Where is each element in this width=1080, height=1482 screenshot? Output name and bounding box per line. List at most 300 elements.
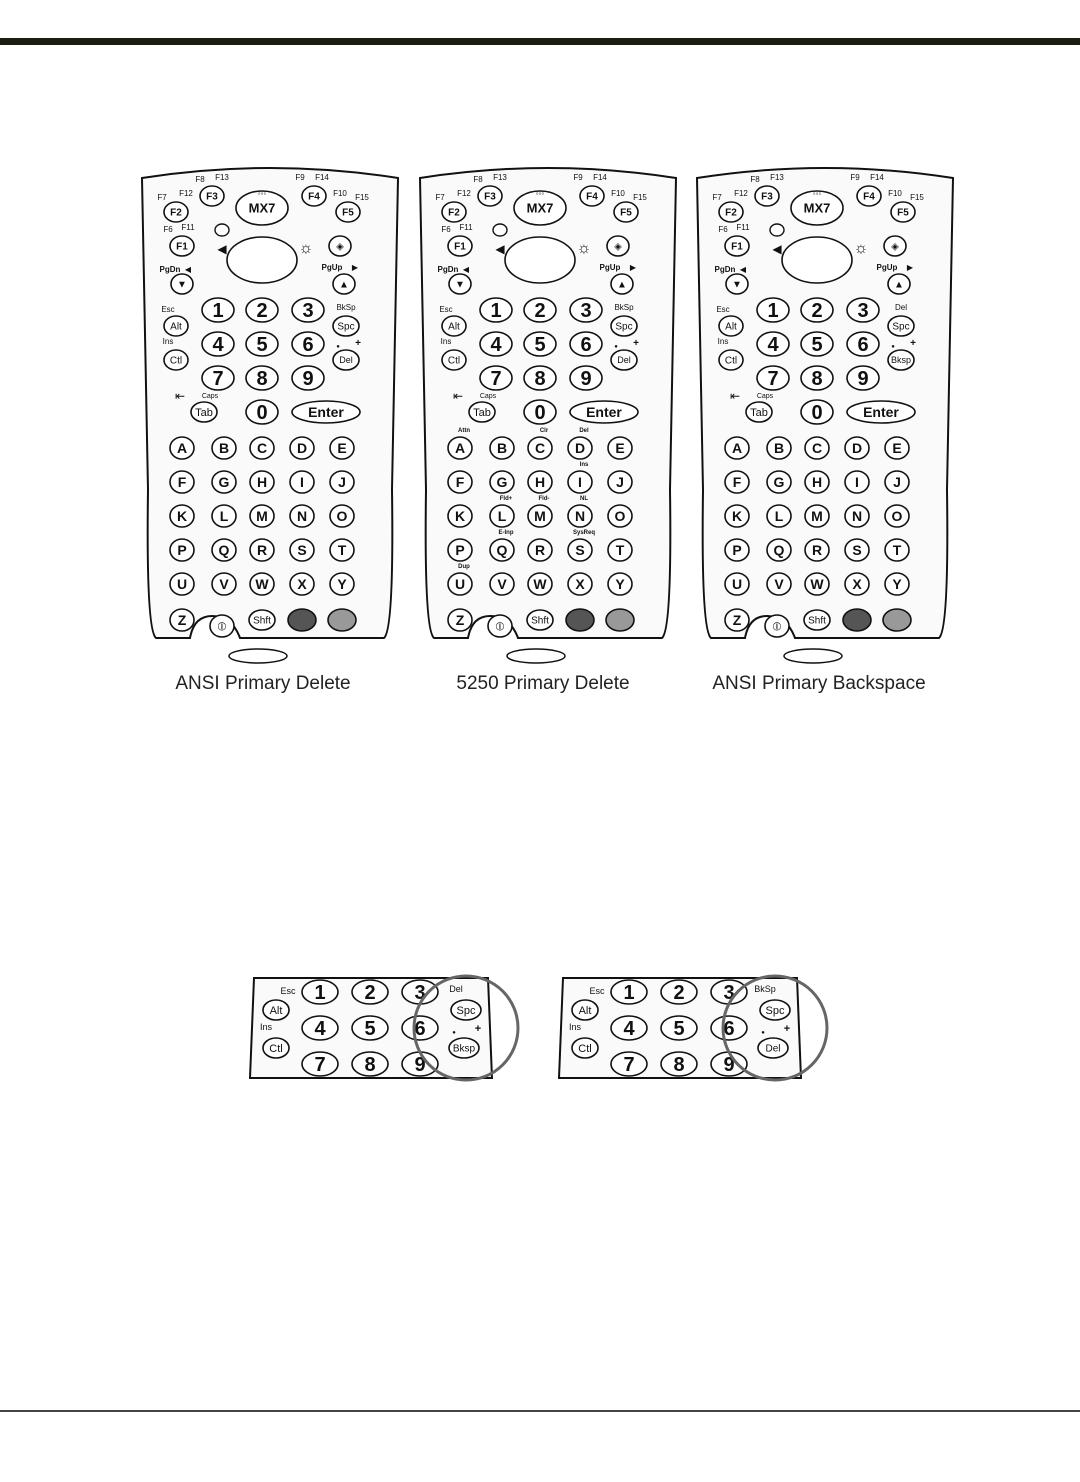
scan-window — [227, 237, 297, 283]
key-8[interactable] — [801, 366, 833, 390]
key-4[interactable] — [202, 332, 234, 356]
key-6[interactable] — [570, 332, 602, 356]
key-enter[interactable] — [570, 401, 638, 423]
logo-dots-icon: ◦◦◦ — [812, 189, 822, 198]
key-f5[interactable] — [614, 202, 638, 222]
zoom-key-1[interactable] — [302, 980, 338, 1004]
label-f10: F10 — [888, 189, 902, 198]
label-5250-s: SysReq — [572, 530, 596, 536]
key-dark-trigger[interactable] — [843, 609, 871, 631]
key-m-label: M — [811, 508, 823, 525]
key-spc[interactable] — [611, 316, 637, 336]
key-3[interactable] — [292, 298, 324, 322]
key-c[interactable] — [805, 437, 829, 459]
key-v[interactable] — [212, 573, 236, 595]
label-top-right: BkSp — [614, 303, 634, 312]
key-k[interactable] — [725, 505, 749, 527]
key-enter-label: Enter — [308, 404, 344, 421]
key-f-label: F — [177, 474, 187, 491]
key-tab[interactable] — [191, 402, 217, 422]
key-f3-label: F3 — [484, 191, 496, 203]
zoom-detail-delete-layout — [557, 970, 857, 1090]
key-f[interactable] — [725, 471, 749, 493]
key-o[interactable] — [885, 505, 909, 527]
key-0-label: 0 — [811, 402, 823, 425]
key-c-label: C — [256, 440, 268, 457]
key-up[interactable] — [888, 274, 910, 294]
zoom-key-7[interactable] — [611, 1052, 647, 1076]
key-7[interactable] — [480, 366, 512, 390]
zoom-key-9-label: 9 — [414, 1054, 426, 1077]
label-pgup: PgUp — [599, 263, 621, 272]
label-f7: F7 — [435, 193, 445, 202]
key-primary[interactable] — [888, 350, 914, 370]
key-u[interactable] — [725, 573, 749, 595]
zoom-key-2[interactable] — [352, 980, 388, 1004]
key-x[interactable] — [845, 573, 869, 595]
key-dark-trigger[interactable] — [288, 609, 316, 631]
header-rule — [0, 38, 1080, 45]
key-4-label: 4 — [490, 334, 502, 357]
zoom-key-2-label: 2 — [364, 982, 376, 1005]
key-r[interactable] — [250, 539, 274, 561]
key-spc-label: Spc — [337, 321, 355, 333]
key-f[interactable] — [170, 471, 194, 493]
label-f8: F8 — [195, 175, 205, 184]
key-w[interactable] — [805, 573, 829, 595]
key-g[interactable] — [212, 471, 236, 493]
key-9[interactable] — [292, 366, 324, 390]
label-5250-u: Dup — [458, 564, 470, 570]
key-g[interactable] — [767, 471, 791, 493]
key-8[interactable] — [524, 366, 556, 390]
key-k[interactable] — [448, 505, 472, 527]
zoom-key-5[interactable] — [661, 1016, 697, 1040]
zoom-key-4[interactable] — [611, 1016, 647, 1040]
key-f3[interactable] — [200, 186, 224, 206]
key-1-label: 1 — [212, 300, 224, 323]
key-n[interactable] — [845, 505, 869, 527]
zoom-key-ctl[interactable] — [572, 1038, 598, 1058]
key-s[interactable] — [290, 539, 314, 561]
key-tab-label: Tab — [750, 406, 768, 419]
key-g-label: G — [496, 474, 508, 491]
key-shft[interactable] — [804, 610, 830, 630]
key-j[interactable] — [608, 471, 632, 493]
key-f1-label: F1 — [176, 241, 188, 253]
key-p-label: P — [455, 542, 465, 559]
key-up[interactable] — [333, 274, 355, 294]
key-b-label: B — [496, 440, 508, 457]
key-alt[interactable] — [719, 316, 743, 336]
key-4[interactable] — [757, 332, 789, 356]
key-1[interactable] — [480, 298, 512, 322]
brightness-icon: ☼ — [853, 240, 869, 257]
key-o-label: O — [614, 508, 626, 525]
zoom-key-1-label: 1 — [623, 982, 635, 1005]
key-u[interactable] — [448, 573, 472, 595]
key-n-label: N — [296, 508, 308, 525]
key-7[interactable] — [202, 366, 234, 390]
zoom-key-9-label: 9 — [723, 1054, 735, 1077]
zoom-key-8[interactable] — [661, 1052, 697, 1076]
key-s[interactable] — [845, 539, 869, 561]
zoom-key-primary[interactable] — [449, 1038, 479, 1058]
dot-icon: ● — [336, 344, 340, 350]
power-key-label: ◈ — [614, 241, 622, 253]
label-f9: F9 — [295, 173, 305, 182]
key-d[interactable] — [845, 437, 869, 459]
key-m[interactable] — [250, 505, 274, 527]
key-p[interactable] — [170, 539, 194, 561]
key-l[interactable] — [767, 505, 791, 527]
key-n[interactable] — [290, 505, 314, 527]
key-d[interactable] — [290, 437, 314, 459]
key-grey-trigger[interactable] — [328, 609, 356, 631]
key-f2[interactable] — [719, 202, 743, 222]
key-a[interactable] — [448, 437, 472, 459]
key-0-label: 0 — [534, 402, 546, 425]
key-c-label: C — [811, 440, 823, 457]
key-f5[interactable] — [336, 202, 360, 222]
key-t[interactable] — [885, 539, 909, 561]
key-f5-label: F5 — [620, 207, 632, 219]
zoom-key-1[interactable] — [611, 980, 647, 1004]
key-2[interactable] — [524, 298, 556, 322]
key-l[interactable] — [490, 505, 514, 527]
key-y-label: Y — [892, 576, 902, 593]
key-q[interactable] — [212, 539, 236, 561]
key-0[interactable] — [524, 400, 556, 424]
key-r[interactable] — [528, 539, 552, 561]
key-j[interactable] — [885, 471, 909, 493]
label-pgdn: PgDn — [437, 265, 459, 274]
key-0[interactable] — [801, 400, 833, 424]
power-key-label: ◈ — [891, 241, 899, 253]
key-m[interactable] — [528, 505, 552, 527]
key-8-label: 8 — [534, 368, 546, 391]
label-f12: F12 — [457, 189, 471, 198]
key-f4-label: F4 — [586, 191, 598, 203]
key-f3[interactable] — [755, 186, 779, 206]
key-primary-label: Bksp — [890, 355, 912, 366]
key-power-bottom[interactable] — [765, 615, 789, 637]
key-9[interactable] — [847, 366, 879, 390]
key-p[interactable] — [725, 539, 749, 561]
key-grey-trigger[interactable] — [883, 609, 911, 631]
key-2[interactable] — [246, 298, 278, 322]
key-1[interactable] — [202, 298, 234, 322]
zoom-dot-icon: ● — [452, 1030, 456, 1036]
key-r-label: R — [534, 542, 546, 559]
label-5250-a: Attn — [458, 428, 470, 434]
key-c[interactable] — [528, 437, 552, 459]
key-ctl-label: Ctl — [447, 355, 461, 367]
key-7[interactable] — [757, 366, 789, 390]
zoom-key-primary[interactable] — [758, 1038, 788, 1058]
key-alt[interactable] — [442, 316, 466, 336]
key-8[interactable] — [246, 366, 278, 390]
key-f2[interactable] — [164, 202, 188, 222]
key-8-label: 8 — [256, 368, 268, 391]
key-u[interactable] — [170, 573, 194, 595]
key-tab[interactable] — [746, 402, 772, 422]
key-primary[interactable] — [333, 350, 359, 370]
label-f14: F14 — [315, 173, 329, 182]
key-x[interactable] — [568, 573, 592, 595]
key-b[interactable] — [212, 437, 236, 459]
key-m[interactable] — [805, 505, 829, 527]
key-5[interactable] — [246, 332, 278, 356]
zoom-key-8-label: 8 — [364, 1054, 376, 1077]
key-o[interactable] — [608, 505, 632, 527]
key-5[interactable] — [524, 332, 556, 356]
key-g-label: G — [773, 474, 785, 491]
zoom-key-alt-label: Alt — [269, 1004, 283, 1017]
key-i[interactable] — [290, 471, 314, 493]
key-ctl[interactable] — [719, 350, 743, 370]
key-o-label: O — [891, 508, 903, 525]
key-tab[interactable] — [469, 402, 495, 422]
label-esc: Esc — [716, 305, 730, 314]
key-r-label: R — [256, 542, 268, 559]
key-f[interactable] — [448, 471, 472, 493]
key-down[interactable] — [449, 274, 471, 294]
zoom-key-4-label: 4 — [623, 1018, 635, 1041]
label-f13: F13 — [215, 173, 229, 182]
key-b-label: B — [218, 440, 230, 457]
key-down-label: ▼ — [732, 279, 742, 291]
key-f1[interactable] — [170, 236, 194, 256]
key-f4[interactable] — [857, 186, 881, 206]
key-e[interactable] — [330, 437, 354, 459]
key-v-label: V — [774, 576, 784, 593]
zoom-key-5[interactable] — [352, 1016, 388, 1040]
key-h[interactable] — [528, 471, 552, 493]
key-3-label: 3 — [302, 300, 314, 323]
key-f3-label: F3 — [761, 191, 773, 203]
arrow-right-icon: ▶ — [351, 263, 359, 272]
key-9[interactable] — [570, 366, 602, 390]
key-s-label: S — [852, 542, 862, 559]
label-f10: F10 — [611, 189, 625, 198]
key-4[interactable] — [480, 332, 512, 356]
key-f2-label: F2 — [725, 207, 737, 219]
key-t[interactable] — [330, 539, 354, 561]
key-g[interactable] — [490, 471, 514, 493]
key-l-label: L — [497, 508, 507, 525]
key-f2-label: F2 — [170, 207, 182, 219]
label-f14: F14 — [593, 173, 607, 182]
power-key[interactable] — [884, 236, 906, 256]
key-h[interactable] — [250, 471, 274, 493]
dot-icon: ● — [614, 344, 618, 350]
key-o[interactable] — [330, 505, 354, 527]
key-s-label: S — [575, 542, 585, 559]
key-w-label: W — [533, 576, 547, 593]
key-enter[interactable] — [292, 401, 360, 423]
key-down[interactable] — [171, 274, 193, 294]
key-l[interactable] — [212, 505, 236, 527]
zoom-key-alt[interactable] — [263, 1000, 289, 1020]
key-0[interactable] — [246, 400, 278, 424]
key-spc[interactable] — [333, 316, 359, 336]
key-n[interactable] — [568, 505, 592, 527]
key-f2-label: F2 — [448, 207, 460, 219]
key-up[interactable] — [611, 274, 633, 294]
key-6-label: 6 — [857, 334, 869, 357]
brightness-icon: ☼ — [576, 240, 592, 257]
label-f6: F6 — [441, 225, 451, 234]
key-t[interactable] — [608, 539, 632, 561]
zoom-key-9[interactable] — [402, 1052, 438, 1076]
key-v[interactable] — [767, 573, 791, 595]
key-a[interactable] — [725, 437, 749, 459]
zoom-key-9[interactable] — [711, 1052, 747, 1076]
key-c[interactable] — [250, 437, 274, 459]
key-h-label: H — [256, 474, 268, 491]
speaker-icon: ◀ — [217, 242, 227, 256]
key-e[interactable] — [608, 437, 632, 459]
key-1-label: 1 — [490, 300, 502, 323]
key-6-label: 6 — [580, 334, 592, 357]
key-3[interactable] — [570, 298, 602, 322]
key-q[interactable] — [490, 539, 514, 561]
scan-window — [782, 237, 852, 283]
zoom-key-3[interactable] — [711, 980, 747, 1004]
key-alt-label: Alt — [448, 321, 460, 333]
key-down-label: ▼ — [177, 279, 187, 291]
key-f4[interactable] — [302, 186, 326, 206]
key-e[interactable] — [885, 437, 909, 459]
zoom-key-2[interactable] — [661, 980, 697, 1004]
key-q[interactable] — [767, 539, 791, 561]
key-y[interactable] — [885, 573, 909, 595]
key-z[interactable] — [725, 609, 749, 631]
key-f4[interactable] — [580, 186, 604, 206]
zoom-key-5-label: 5 — [364, 1018, 376, 1041]
zoom-key-7[interactable] — [302, 1052, 338, 1076]
key-2-label: 2 — [811, 300, 823, 323]
key-5[interactable] — [801, 332, 833, 356]
key-down[interactable] — [726, 274, 748, 294]
key-shft[interactable] — [249, 610, 275, 630]
key-r[interactable] — [805, 539, 829, 561]
key-y[interactable] — [608, 573, 632, 595]
label-f12: F12 — [179, 189, 193, 198]
key-power-bottom[interactable] — [210, 615, 234, 637]
key-f3[interactable] — [478, 186, 502, 206]
key-z[interactable] — [170, 609, 194, 631]
key-dark-trigger[interactable] — [566, 609, 594, 631]
key-enter[interactable] — [847, 401, 915, 423]
key-g-label: G — [218, 474, 230, 491]
key-ctl[interactable] — [442, 350, 466, 370]
key-w[interactable] — [528, 573, 552, 595]
keypad-ansi-primary-backspace — [695, 160, 955, 670]
label-f14: F14 — [870, 173, 884, 182]
key-6[interactable] — [292, 332, 324, 356]
zoom-key-spc[interactable] — [760, 1000, 790, 1020]
label-5250-q: E-Inp — [498, 530, 514, 536]
key-up-label: ▲ — [894, 279, 904, 291]
mx7-logo-key-label: MX7 — [526, 200, 554, 216]
power-key[interactable] — [329, 236, 351, 256]
zoom-key-3[interactable] — [402, 980, 438, 1004]
key-5-label: 5 — [256, 334, 268, 357]
key-f1[interactable] — [725, 236, 749, 256]
key-shft[interactable] — [527, 610, 553, 630]
key-l-label: L — [774, 508, 784, 525]
zoom-key-6[interactable] — [711, 1016, 747, 1040]
key-k[interactable] — [170, 505, 194, 527]
key-v[interactable] — [490, 573, 514, 595]
key-x[interactable] — [290, 573, 314, 595]
label-f6: F6 — [718, 225, 728, 234]
label-ins: Ins — [162, 337, 174, 346]
key-p[interactable] — [448, 539, 472, 561]
key-w[interactable] — [250, 573, 274, 595]
key-s[interactable] — [568, 539, 592, 561]
key-f5[interactable] — [891, 202, 915, 222]
zoom-plus-icon: + — [474, 1023, 482, 1035]
key-alt[interactable] — [164, 316, 188, 336]
backtab-icon: ⇤ — [174, 389, 186, 403]
key-primary[interactable] — [611, 350, 637, 370]
key-6[interactable] — [847, 332, 879, 356]
key-i[interactable] — [568, 471, 592, 493]
key-z[interactable] — [448, 609, 472, 631]
key-ctl[interactable] — [164, 350, 188, 370]
zoom-key-alt[interactable] — [572, 1000, 598, 1020]
key-y[interactable] — [330, 573, 354, 595]
key-w-label: W — [255, 576, 269, 593]
key-f2[interactable] — [442, 202, 466, 222]
key-f1[interactable] — [448, 236, 472, 256]
key-h[interactable] — [805, 471, 829, 493]
zoom-key-4[interactable] — [302, 1016, 338, 1040]
key-9-label: 9 — [302, 368, 314, 391]
key-a[interactable] — [170, 437, 194, 459]
key-2[interactable] — [801, 298, 833, 322]
label-f13: F13 — [493, 173, 507, 182]
key-1[interactable] — [757, 298, 789, 322]
arrow-left-icon: ◀ — [739, 265, 747, 274]
zoom-key-ctl[interactable] — [263, 1038, 289, 1058]
key-b[interactable] — [490, 437, 514, 459]
zoom-key-8[interactable] — [352, 1052, 388, 1076]
backtab-icon: ⇤ — [452, 389, 464, 403]
key-3[interactable] — [847, 298, 879, 322]
key-power-bottom[interactable] — [488, 615, 512, 637]
key-0-label: 0 — [256, 402, 268, 425]
key-d[interactable] — [568, 437, 592, 459]
zoom-key-6[interactable] — [402, 1016, 438, 1040]
label-pgdn: PgDn — [159, 265, 181, 274]
key-b[interactable] — [767, 437, 791, 459]
key-a-label: A — [176, 440, 188, 457]
label-top-right: BkSp — [336, 303, 356, 312]
key-grey-trigger[interactable] — [606, 609, 634, 631]
key-tab-label: Tab — [473, 406, 491, 419]
power-key[interactable] — [607, 236, 629, 256]
label-f11: F11 — [459, 223, 473, 232]
key-i[interactable] — [845, 471, 869, 493]
zoom-key-spc[interactable] — [451, 1000, 481, 1020]
key-j[interactable] — [330, 471, 354, 493]
key-k-label: K — [731, 508, 743, 525]
key-spc[interactable] — [888, 316, 914, 336]
